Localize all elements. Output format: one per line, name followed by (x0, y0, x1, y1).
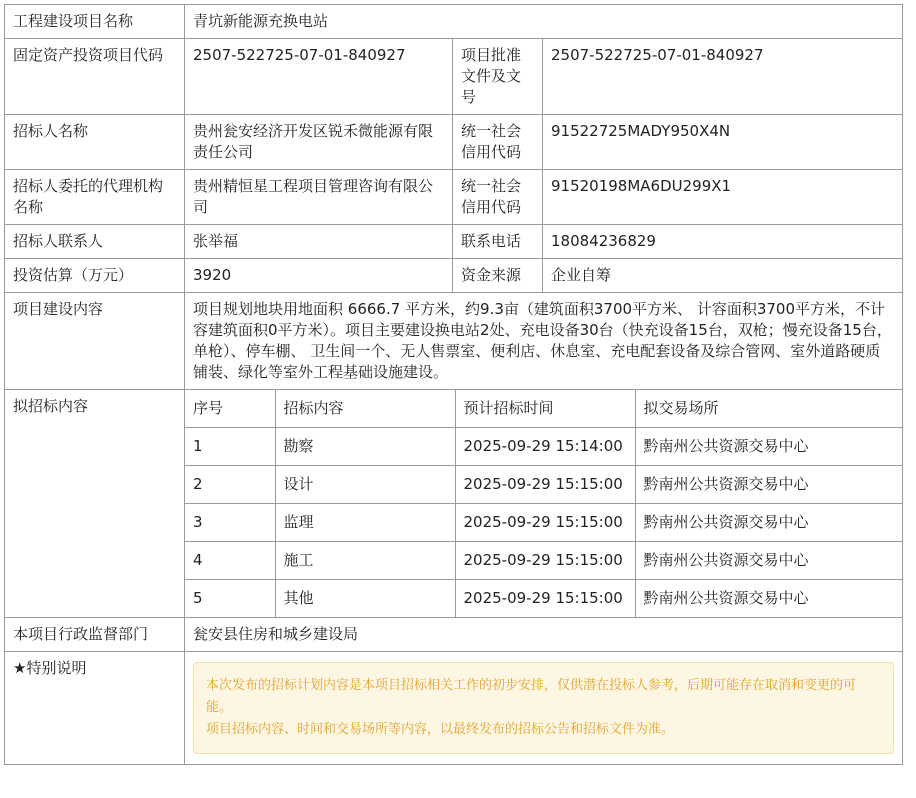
bidding-table (185, 390, 903, 617)
bidding-no: 5 (185, 580, 275, 618)
bidding-venue: 黔南州公共资源交易中心 (635, 542, 903, 580)
row-bidding (5, 390, 903, 618)
table-row (185, 542, 903, 580)
phone-value: 18084236829 (543, 225, 903, 259)
bidding-header-no: 序号 (185, 390, 275, 428)
agent-credit-value: 91520198MA6DU299X1 (543, 170, 903, 225)
fund-source-value: 企业自筹 (543, 259, 903, 293)
bidding-time: 2025-09-29 15:14:00 (455, 428, 635, 466)
bidding-content: 监理 (275, 504, 455, 542)
bidding-no: 4 (185, 542, 275, 580)
row-contact (5, 225, 903, 259)
project-name-label: 工程建设项目名称 (5, 5, 185, 39)
contact-value: 张举福 (185, 225, 453, 259)
bidding-time: 2025-09-29 15:15:00 (455, 504, 635, 542)
row-agent (5, 170, 903, 225)
bidding-time: 2025-09-29 15:15:00 (455, 542, 635, 580)
bidding-no: 2 (185, 466, 275, 504)
bidding-no: 1 (185, 428, 275, 466)
contact-label: 招标人联系人 (5, 225, 185, 259)
row-investment (5, 259, 903, 293)
approval-value: 2507-522725-07-01-840927 (543, 39, 903, 115)
tenderer-credit-value: 91522725MADY950X4N (543, 115, 903, 170)
table-row (185, 580, 903, 618)
table-row (185, 466, 903, 504)
row-supervision (5, 618, 903, 652)
content-label: 项目建设内容 (5, 293, 185, 390)
bidding-time: 2025-09-29 15:15:00 (455, 580, 635, 618)
tenderer-credit-label: 统一社会信用代码 (453, 115, 543, 170)
bidding-label: 拟招标内容 (5, 390, 185, 618)
project-code-label: 固定资产投资项目代码 (5, 39, 185, 115)
project-info-sheet (4, 4, 902, 765)
content-value: 项目规划地块用地面积 6666.7 平方米，约9.3亩（建筑面积3700平方米、 计容面积3700平方米，不计容建筑面积0平方米）。项目主要建设换电站2处、充电设备30台（快充设备15台，双枪；慢充设备15台，单枪）、停车棚、 卫生间一个、无人售票室、便利店、休息室、充电配套设备及综合管网、室外道路硬质铺装、绿化等室外工程基础设施建设。 (185, 293, 903, 390)
project-code-value: 2507-522725-07-01-840927 (185, 39, 453, 115)
bidding-time: 2025-09-29 15:15:00 (455, 466, 635, 504)
project-name-value: 青坑新能源充换电站 (185, 5, 903, 39)
bidding-header-row (185, 390, 903, 428)
supervision-label: 本项目行政监督部门 (5, 618, 185, 652)
bidding-content: 设计 (275, 466, 455, 504)
bidding-no: 3 (185, 504, 275, 542)
phone-label: 联系电话 (453, 225, 543, 259)
bidding-venue: 黔南州公共资源交易中心 (635, 466, 903, 504)
fund-source-label: 资金来源 (453, 259, 543, 293)
notice-line-1: 本次发布的招标计划内容是本项目招标相关工作的初步安排，仅供潜在投标人参考，后期可能存在取消和变更的可能。 (206, 678, 857, 715)
row-tenderer (5, 115, 903, 170)
bidding-venue: 黔南州公共资源交易中心 (643, 589, 809, 607)
supervision-value: 瓮安县住房和城乡建设局 (185, 618, 903, 652)
notice-line-2: 项目招标内容、时间和交易场所等内容，以最终发布的招标公告和招标文件为准。 (206, 722, 675, 737)
agent-credit-label: 统一社会信用代码 (453, 170, 543, 225)
project-info-table (4, 4, 903, 765)
bidding-content: 勘察 (275, 428, 455, 466)
notice-label: ★特别说明 (5, 652, 185, 765)
bidding-content: 其他 (275, 580, 455, 618)
bidding-header-content: 招标内容 (275, 390, 455, 428)
row-notice (5, 652, 903, 765)
investment-value: 3920 (185, 259, 453, 293)
agent-label: 招标人委托的代理机构名称 (5, 170, 185, 225)
bidding-cell (185, 390, 903, 618)
agent-value: 贵州精恒星工程项目管理咨询有限公司 (185, 170, 453, 225)
investment-label: 投资估算（万元） (5, 259, 185, 293)
bidding-venue: 黔南州公共资源交易中心 (635, 428, 903, 466)
row-project-code (5, 39, 903, 115)
bidding-header-venue: 拟交易场所 (635, 390, 903, 428)
table-row (185, 504, 903, 542)
bidding-content: 施工 (275, 542, 455, 580)
tenderer-label: 招标人名称 (5, 115, 185, 170)
table-row (185, 428, 903, 466)
row-project-name (5, 5, 903, 39)
notice-box (193, 662, 894, 754)
approval-label: 项目批准文件及文号 (453, 39, 543, 115)
notice-cell (185, 652, 903, 765)
bidding-venue: 黔南州公共资源交易中心 (635, 504, 903, 542)
bidding-header-time: 预计招标时间 (455, 390, 635, 428)
row-content (5, 293, 903, 390)
tenderer-value: 贵州瓮安经济开发区锐禾微能源有限责任公司 (185, 115, 453, 170)
